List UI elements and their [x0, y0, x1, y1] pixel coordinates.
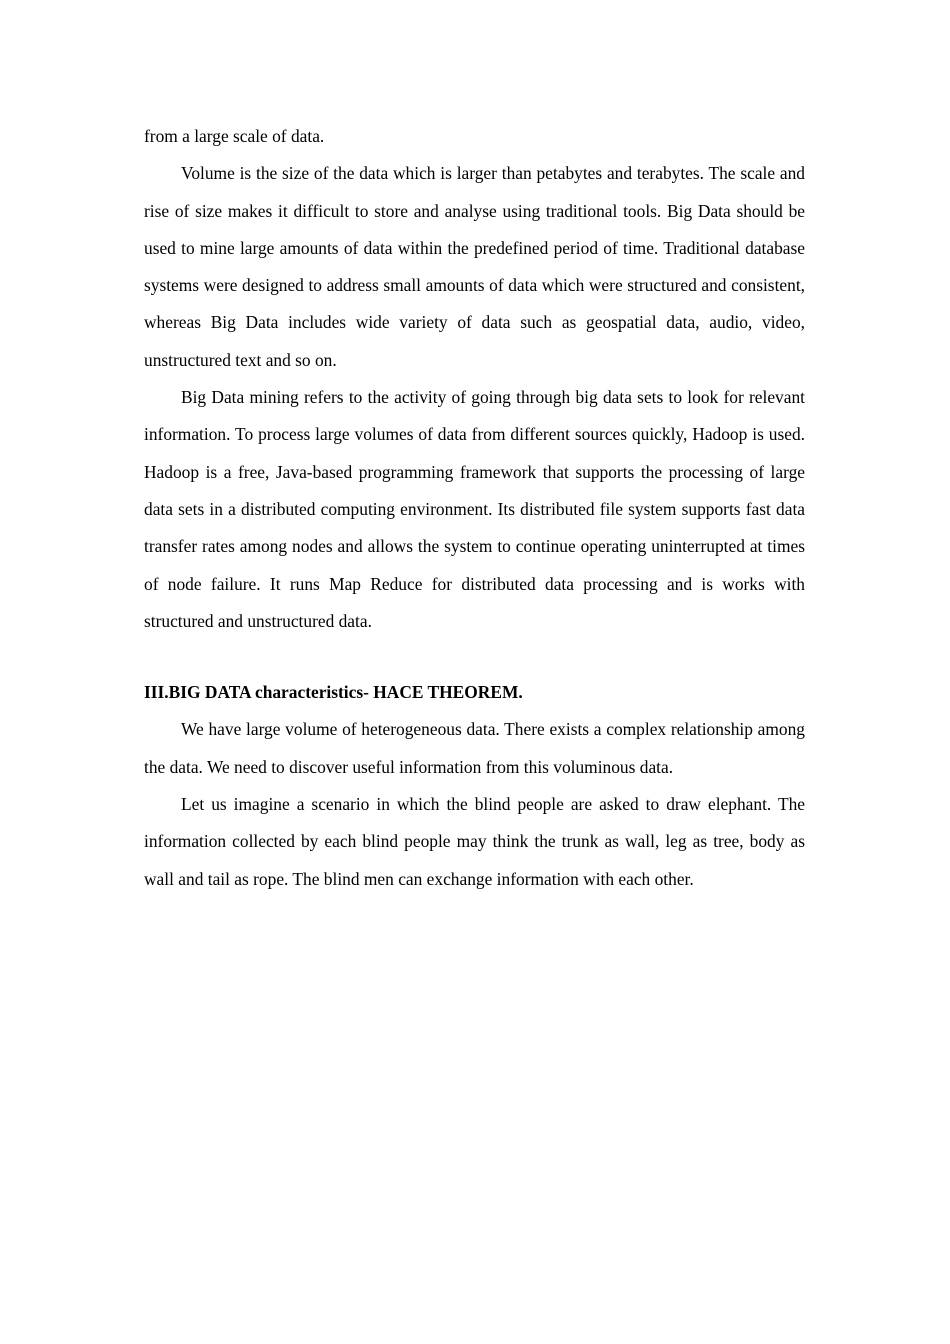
paragraph-hace-intro: We have large volume of heterogeneous data. There exists a complex relationship among the data. We need to discover useful information from this voluminous data.	[144, 719, 805, 777]
paragraph-volume: Volume is the size of the data which is larger than petabytes and terabytes. The scale and rise of size makes it difficult to store and analyse using traditional tools. Big Data should be used to mine large amounts of data within the predefined period of time. Traditional database systems were designed to address small amounts of data which were structured and consistent, whereas Big Data includes wide variety of data such as geospatial data, audio, video, unstructured text and so on.	[144, 163, 805, 370]
paragraph-big-data-mining: Big Data mining refers to the activity of going through big data sets to look for relevant information. To process large volumes of data from different sources quickly, Hadoop is used. Hadoop is a free, Java-based programming framework that supports the processing of large data sets in a distributed computing environment. Its distributed file system supports fast data transfer rates among nodes and allows the system to continue operating uninterrupted at times of node failure. It runs Map Reduce for distributed data processing and is works with structured and unstructured data.	[144, 387, 805, 631]
document-page	[144, 118, 805, 898]
paragraph-continuation: from a large scale of data.	[144, 126, 325, 146]
paragraph-elephant-scenario: Let us imagine a scenario in which the blind people are asked to draw elephant. The information collected by each blind people may think the trunk as wall, leg as tree, body as wall and tail as rope. The blind men can exchange information with each other.	[144, 794, 805, 889]
section-heading: III.BIG DATA characteristics- HACE THEOREM.	[144, 682, 523, 703]
